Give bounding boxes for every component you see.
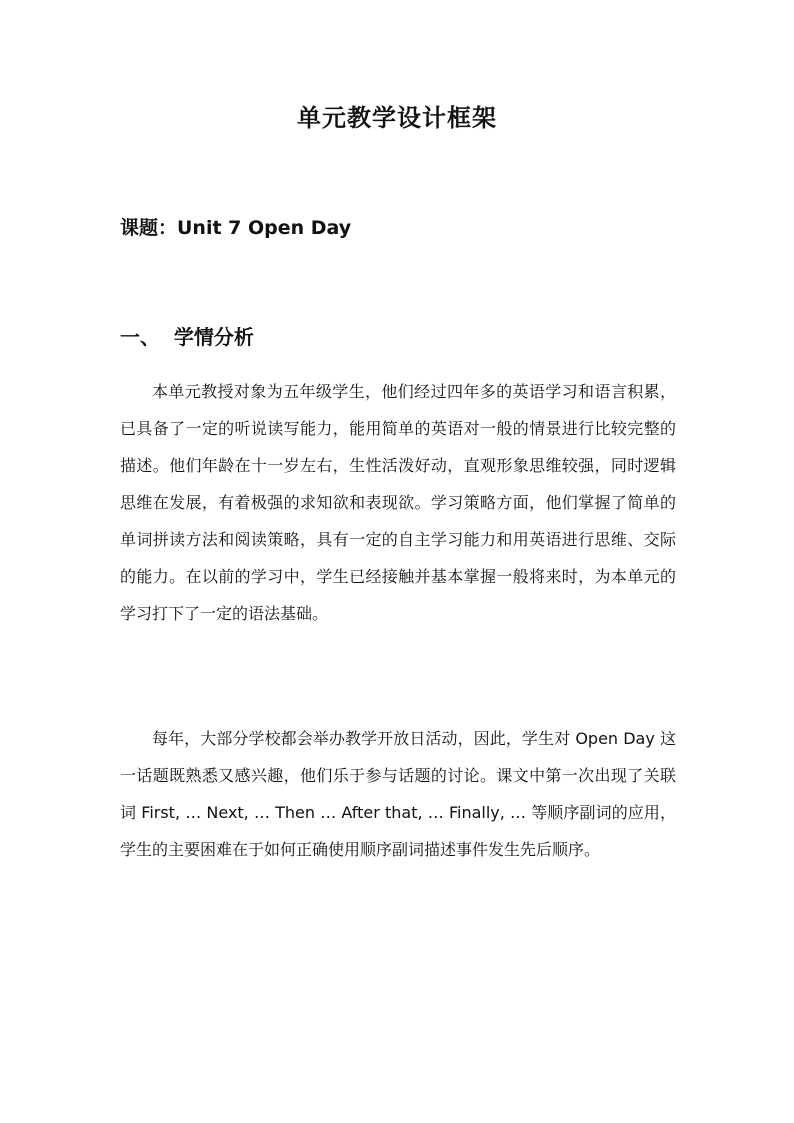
paragraph-student-background: 本单元教授对象为五年级学生，他们经过四年多的英语学习和语言积累，已具备了一定的听说读写能力，能用简单的英语对一般的情景进行比较完整的描述。他们年龄在十一岁左右，生性活泼好动，直观形象思维较强，同时逻辑思维在发展，有着极强的求知欲和表现欲。学习策略方面，他们掌握了简单的单词拼读方法和阅读策略，具有一定的自主学习能力和用英语进行思维、交际的能力。在以前的学习中，学生已经接触并基本掌握一般将来时，为本单元的学习打下了一定的语法基础。 [120, 382, 676, 623]
paragraph-topic-difficulty: 每年，大部分学校都会举办教学开放日活动，因此，学生对 Open Day 这一话题既熟悉又感兴趣，他们乐于参与话题的讨论。课文中第一次出现了关联词 First, … Next, … Then … After that, … Finally, … 等顺序副词的应用，学生的主要困难在于如何正确使用顺序副词描述事件发生先后顺序。 [120, 729, 676, 859]
lesson-topic: 课题：Unit 7 Open Day [120, 217, 352, 239]
section-heading-student-analysis: 一、 学情分析 [120, 325, 254, 349]
document-title: 单元教学设计框架 [297, 104, 497, 132]
